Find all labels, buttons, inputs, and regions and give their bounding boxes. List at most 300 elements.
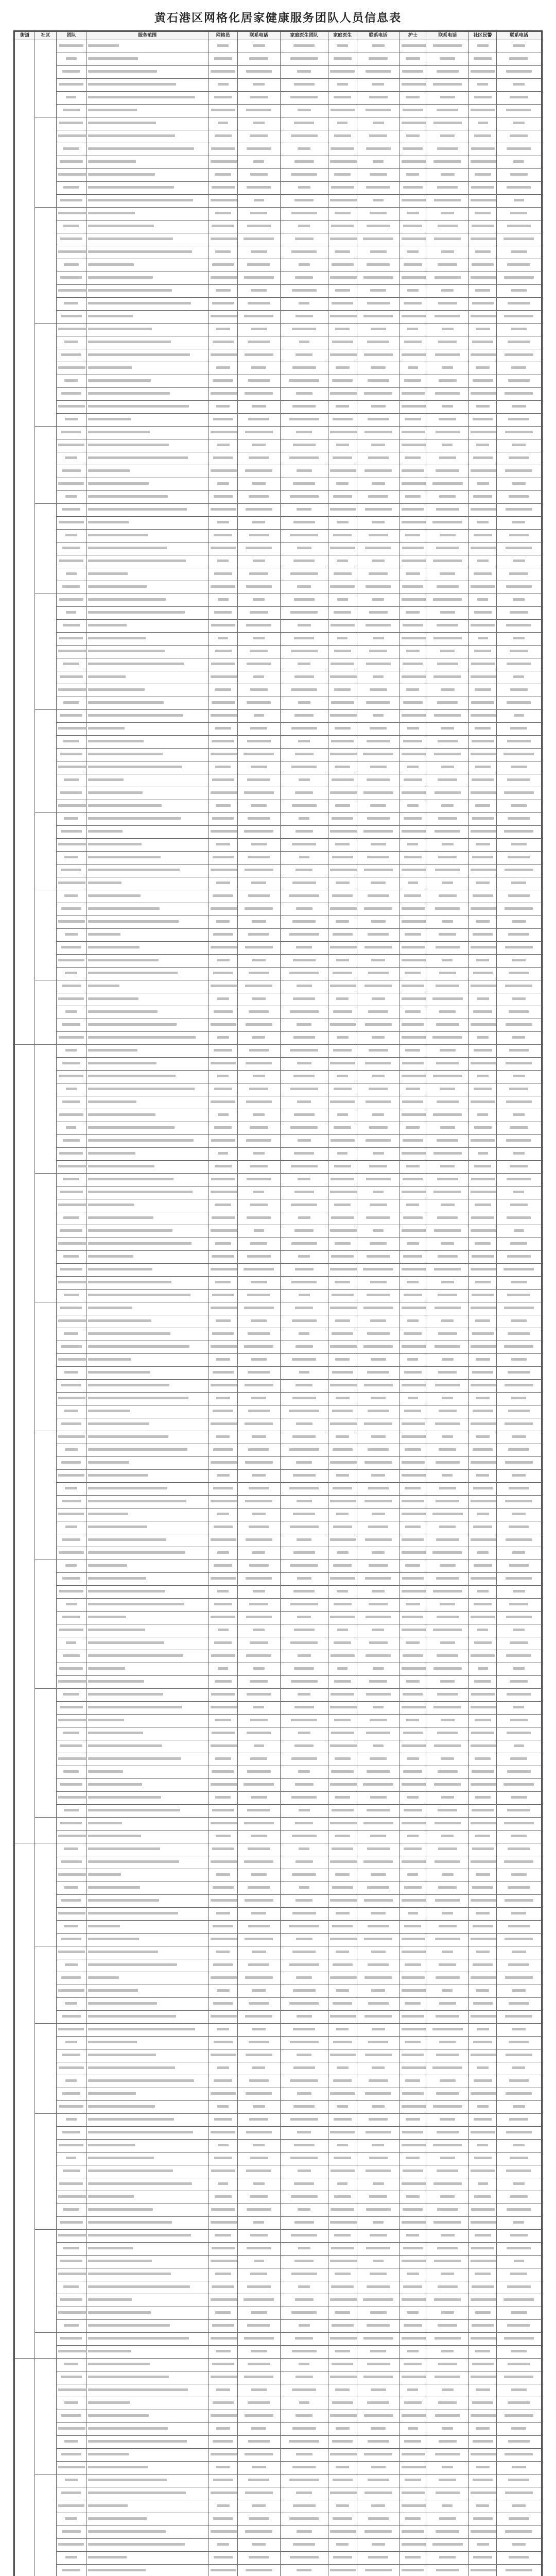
cell-org	[280, 2371, 328, 2384]
cell-leader_phone	[237, 825, 280, 838]
cell-police_phone	[496, 941, 541, 954]
cell-doctor	[328, 1650, 357, 1663]
placeholder-bar	[336, 882, 350, 884]
table-row	[15, 516, 542, 529]
placeholder-bar	[402, 1822, 426, 1824]
cell-nurse	[399, 1766, 426, 1778]
placeholder-bar	[512, 1474, 526, 1477]
table-row	[15, 2551, 542, 2564]
cell-area	[86, 1920, 208, 1933]
cell-doctor_phone	[357, 2216, 399, 2229]
placeholder-bar	[88, 637, 146, 639]
cell-nurse	[399, 1328, 426, 1341]
placeholder-bar	[212, 2285, 234, 2288]
cell-area	[86, 1817, 208, 1830]
placeholder-bar	[334, 650, 351, 652]
cell-leader	[208, 851, 237, 864]
cell-leader	[208, 1341, 237, 1353]
cell-area	[86, 568, 208, 581]
placeholder-bar	[297, 70, 311, 73]
placeholder-bar	[505, 907, 533, 910]
placeholder-bar	[440, 57, 455, 60]
cell-team	[56, 1289, 86, 1302]
placeholder-bar	[404, 1809, 422, 1811]
placeholder-bar	[508, 1925, 530, 1927]
cell-leader_phone	[237, 1920, 280, 1933]
placeholder-bar	[406, 1719, 419, 1721]
placeholder-bar	[407, 1319, 419, 1322]
table-row	[15, 503, 542, 516]
placeholder-bar	[442, 2466, 453, 2468]
placeholder-bar	[88, 869, 180, 871]
cell-police_phone	[496, 1508, 541, 1521]
cell-org	[280, 1328, 328, 1341]
placeholder-bar	[437, 109, 458, 111]
cell-leader	[208, 1882, 237, 1894]
placeholder-bar	[330, 1616, 355, 1618]
placeholder-bar	[248, 1410, 270, 1412]
table-row	[15, 490, 542, 503]
placeholder-bar	[292, 366, 316, 369]
placeholder-bar	[432, 2028, 463, 2030]
cell-team	[56, 1611, 86, 1624]
cell-leader_phone	[237, 1560, 280, 1572]
placeholder-bar	[402, 791, 426, 794]
placeholder-bar	[212, 701, 235, 704]
placeholder-bar	[246, 1577, 272, 1580]
placeholder-bar	[217, 959, 230, 961]
placeholder-bar	[511, 2427, 526, 2430]
placeholder-bar	[433, 2221, 461, 2224]
table-row	[15, 220, 542, 233]
placeholder-bar	[65, 418, 78, 420]
placeholder-bar	[299, 1886, 309, 1889]
cell-org	[280, 40, 328, 53]
cell-org	[280, 1830, 328, 1843]
placeholder-bar	[289, 972, 319, 974]
placeholder-bar	[289, 379, 319, 382]
placeholder-bar	[217, 521, 229, 523]
placeholder-bar	[472, 263, 494, 266]
cell-police_phone	[496, 2204, 541, 2216]
placeholder-bar	[88, 134, 175, 137]
placeholder-bar	[330, 70, 355, 73]
cell-police	[469, 2100, 497, 2113]
placeholder-bar	[58, 997, 84, 1000]
placeholder-bar	[293, 482, 315, 485]
cell-nurse	[399, 1495, 426, 1508]
cell-police	[469, 877, 497, 890]
cell-leader	[208, 2332, 237, 2345]
placeholder-bar	[471, 2131, 495, 2133]
cell-street	[15, 2358, 35, 2576]
cell-police	[469, 1379, 497, 1392]
cell-area	[86, 709, 208, 722]
placeholder-bar	[372, 1590, 385, 1592]
cell-org	[280, 1276, 328, 1289]
placeholder-bar	[244, 1783, 274, 1786]
cell-org	[280, 1572, 328, 1585]
placeholder-bar	[442, 1474, 453, 1477]
cell-doctor_phone	[357, 1289, 399, 1302]
cell-nurse_phone	[426, 1560, 469, 1572]
placeholder-bar	[217, 2504, 230, 2507]
cell-police_phone	[496, 774, 541, 787]
cell-nurse_phone	[426, 1070, 469, 1083]
placeholder-bar	[245, 907, 273, 910]
cell-area	[86, 1714, 208, 1727]
cell-police_phone	[496, 1147, 541, 1160]
cell-leader	[208, 1946, 237, 1959]
placeholder-bar	[365, 1538, 392, 1541]
cell-org	[280, 53, 328, 65]
cell-leader	[208, 529, 237, 542]
cell-nurse_phone	[426, 220, 469, 233]
placeholder-bar	[471, 663, 495, 665]
placeholder-bar	[88, 1938, 139, 1940]
cell-leader_phone	[237, 2036, 280, 2049]
cell-nurse_phone	[426, 619, 469, 632]
cell-leader_phone	[237, 1985, 280, 1997]
cell-leader	[208, 65, 237, 78]
placeholder-bar	[214, 572, 232, 575]
cell-leader_phone	[237, 207, 280, 220]
table-row	[15, 1972, 542, 1985]
cell-org	[280, 709, 328, 722]
placeholder-bar	[368, 379, 389, 382]
cell-nurse	[399, 1469, 426, 1482]
placeholder-bar	[476, 1474, 489, 1477]
cell-org	[280, 2461, 328, 2474]
placeholder-bar	[214, 1526, 233, 1528]
cell-org	[280, 1495, 328, 1508]
cell-police_phone	[496, 284, 541, 297]
cell-area	[86, 1894, 208, 1907]
cell-police_phone	[496, 452, 541, 465]
placeholder-bar	[336, 1989, 349, 1992]
cell-leader_phone	[237, 2010, 280, 2023]
placeholder-bar	[330, 2092, 355, 2095]
cell-doctor	[328, 1418, 357, 1431]
cell-area	[86, 1637, 208, 1650]
placeholder-bar	[473, 2041, 492, 2043]
cell-police	[469, 967, 497, 980]
cell-team	[56, 1572, 86, 1585]
placeholder-bar	[217, 1474, 230, 1477]
table-row	[15, 2294, 542, 2307]
cell-team	[56, 2049, 86, 2062]
table-row	[15, 1663, 542, 1675]
placeholder-bar	[211, 2015, 237, 2018]
cell-police_phone	[496, 2152, 541, 2165]
cell-leader_phone	[237, 362, 280, 375]
placeholder-bar	[88, 2504, 128, 2507]
placeholder-bar	[371, 1435, 386, 1438]
placeholder-bar	[471, 753, 496, 755]
cell-nurse_phone	[426, 825, 469, 838]
cell-area	[86, 954, 208, 967]
cell-team	[56, 2384, 86, 2397]
cell-leader_phone	[237, 284, 280, 297]
cell-org	[280, 697, 328, 709]
placeholder-bar	[248, 418, 269, 420]
placeholder-bar	[218, 83, 229, 86]
placeholder-bar	[439, 1448, 456, 1451]
cell-area	[86, 735, 208, 748]
cell-police_phone	[496, 375, 541, 387]
cell-nurse_phone	[426, 1727, 469, 1740]
placeholder-bar	[435, 1860, 460, 1863]
placeholder-bar	[297, 508, 311, 511]
cell-leader	[208, 1985, 237, 1997]
cell-police_phone	[496, 1624, 541, 1637]
placeholder-bar	[218, 2144, 229, 2146]
placeholder-bar	[88, 1989, 138, 1992]
cell-nurse	[399, 1186, 426, 1199]
placeholder-bar	[247, 263, 270, 266]
placeholder-bar	[213, 2002, 233, 2005]
placeholder-bar	[66, 572, 77, 575]
cell-doctor	[328, 323, 357, 336]
cell-team	[56, 233, 86, 246]
cell-doctor	[328, 452, 357, 465]
placeholder-bar	[509, 456, 529, 459]
placeholder-bar	[471, 1706, 496, 1708]
placeholder-bar	[65, 1448, 78, 1451]
placeholder-bar	[335, 1796, 350, 1799]
placeholder-bar	[330, 392, 357, 395]
cell-nurse	[399, 2113, 426, 2126]
placeholder-bar	[474, 611, 492, 614]
cell-team	[56, 1843, 86, 1856]
placeholder-bar	[364, 2015, 392, 2018]
placeholder-bar	[440, 2195, 455, 2198]
cell-area	[86, 928, 208, 941]
cell-nurse_phone	[426, 2435, 469, 2448]
cell-org	[280, 1753, 328, 1766]
cell-doctor	[328, 1057, 357, 1070]
placeholder-bar	[297, 2530, 312, 2533]
cell-community	[35, 117, 56, 207]
cell-leader	[208, 1122, 237, 1134]
cell-org	[280, 259, 328, 272]
cell-leader_phone	[237, 2216, 280, 2229]
cell-leader_phone	[237, 2113, 280, 2126]
cell-police	[469, 735, 497, 748]
cell-police_phone	[496, 1418, 541, 1431]
cell-police	[469, 1997, 497, 2010]
table-row	[15, 697, 542, 709]
placeholder-bar	[334, 572, 352, 575]
cell-doctor	[328, 1353, 357, 1366]
cell-team	[56, 1444, 86, 1456]
placeholder-bar	[471, 2337, 496, 2340]
placeholder-bar	[475, 727, 491, 730]
placeholder-bar	[508, 1448, 529, 1451]
cell-doctor_phone	[357, 748, 399, 761]
cell-leader	[208, 2551, 237, 2564]
cell-police_phone	[496, 2268, 541, 2281]
cell-police	[469, 2332, 497, 2345]
placeholder-bar	[293, 997, 315, 1000]
cell-doctor	[328, 2513, 357, 2526]
placeholder-bar	[369, 611, 388, 614]
cell-nurse_phone	[426, 336, 469, 349]
cell-leader	[208, 632, 237, 645]
table-row	[15, 1791, 542, 1804]
placeholder-bar	[88, 379, 151, 382]
cell-police_phone	[496, 336, 541, 349]
cell-org	[280, 1534, 328, 1547]
placeholder-bar	[331, 1139, 355, 1142]
cell-police_phone	[496, 1444, 541, 1456]
placeholder-bar	[211, 147, 235, 150]
placeholder-bar	[435, 907, 460, 910]
cell-area	[86, 1263, 208, 1276]
placeholder-bar	[65, 1049, 77, 1052]
cell-doctor	[328, 478, 357, 490]
cell-doctor	[328, 1675, 357, 1688]
placeholder-bar	[61, 1461, 81, 1464]
placeholder-bar	[294, 598, 315, 601]
cell-nurse_phone	[426, 1572, 469, 1585]
placeholder-bar	[371, 2466, 386, 2468]
placeholder-bar	[402, 830, 426, 833]
cell-nurse_phone	[426, 156, 469, 168]
placeholder-bar	[331, 2285, 354, 2288]
cell-nurse_phone	[426, 194, 469, 207]
placeholder-bar	[211, 1976, 237, 1979]
cell-org	[280, 1920, 328, 1933]
cell-leader	[208, 2152, 237, 2165]
placeholder-bar	[250, 2234, 268, 2236]
placeholder-bar	[471, 2170, 495, 2172]
cell-org	[280, 890, 328, 903]
cell-doctor	[328, 774, 357, 787]
cell-police	[469, 697, 497, 709]
cell-police	[469, 1985, 497, 1997]
placeholder-bar	[63, 624, 80, 626]
cell-leader	[208, 78, 237, 91]
placeholder-bar	[441, 289, 454, 292]
cell-team	[56, 645, 86, 658]
placeholder-bar	[442, 328, 454, 330]
cell-police_phone	[496, 1766, 541, 1778]
placeholder-bar	[334, 1719, 351, 1721]
cell-doctor_phone	[357, 1302, 399, 1315]
placeholder-bar	[65, 1526, 77, 1528]
placeholder-bar	[88, 1281, 171, 1283]
cell-doctor_phone	[357, 1044, 399, 1057]
placeholder-bar	[505, 1899, 533, 1902]
placeholder-bar	[368, 1010, 388, 1013]
cell-doctor	[328, 1031, 357, 1044]
placeholder-bar	[299, 778, 310, 781]
placeholder-bar	[407, 766, 419, 768]
cell-police_phone	[496, 1405, 541, 1418]
placeholder-bar	[336, 1951, 349, 1953]
placeholder-bar	[503, 238, 534, 240]
cell-doctor_phone	[357, 117, 399, 130]
cell-doctor	[328, 1147, 357, 1160]
placeholder-bar	[61, 392, 81, 395]
cell-police	[469, 1250, 497, 1263]
cell-nurse_phone	[426, 2461, 469, 2474]
placeholder-bar	[404, 379, 421, 382]
placeholder-bar	[289, 894, 319, 897]
cell-doctor_phone	[357, 1920, 399, 1933]
cell-team	[56, 1933, 86, 1946]
cell-police_phone	[496, 2422, 541, 2435]
cell-nurse	[399, 1727, 426, 1740]
cell-doctor_phone	[357, 774, 399, 787]
placeholder-bar	[476, 882, 490, 884]
cell-leader_phone	[237, 297, 280, 310]
placeholder-bar	[402, 1899, 426, 1902]
placeholder-bar	[471, 869, 496, 871]
cell-nurse_phone	[426, 645, 469, 658]
cell-community	[35, 2023, 56, 2113]
cell-police_phone	[496, 1804, 541, 1817]
cell-police	[469, 1959, 497, 1972]
placeholder-bar	[363, 1822, 393, 1824]
placeholder-bar	[214, 2079, 232, 2082]
cell-org	[280, 2526, 328, 2538]
cell-team	[56, 323, 86, 336]
cell-leader_phone	[237, 78, 280, 91]
placeholder-bar	[248, 1371, 270, 1374]
cell-police_phone	[496, 1534, 541, 1547]
placeholder-bar	[296, 946, 312, 948]
placeholder-bar	[475, 1281, 491, 1283]
cell-leader_phone	[237, 2126, 280, 2139]
cell-police	[469, 1804, 497, 1817]
placeholder-bar	[88, 1873, 121, 1876]
cell-nurse	[399, 490, 426, 503]
cell-area	[86, 1238, 208, 1250]
cell-leader_phone	[237, 632, 280, 645]
cell-doctor	[328, 2526, 357, 2538]
placeholder-bar	[88, 2350, 131, 2352]
placeholder-bar	[330, 2453, 357, 2455]
cell-nurse	[399, 2075, 426, 2088]
column-header-nurse_phone: 联系电话	[426, 32, 469, 40]
cell-doctor	[328, 1341, 357, 1353]
cell-nurse_phone	[426, 774, 469, 787]
placeholder-bar	[58, 134, 86, 137]
table-row	[15, 310, 542, 323]
placeholder-bar	[403, 2208, 423, 2211]
cell-org	[280, 1663, 328, 1675]
cell-doctor	[328, 1495, 357, 1508]
placeholder-bar	[211, 547, 236, 549]
placeholder-bar	[439, 894, 457, 897]
placeholder-bar	[217, 2028, 229, 2030]
cell-doctor	[328, 284, 357, 297]
placeholder-bar	[406, 2234, 419, 2236]
cell-police	[469, 993, 497, 1006]
cell-nurse_phone	[426, 1907, 469, 1920]
placeholder-bar	[250, 688, 268, 691]
cell-leader_phone	[237, 722, 280, 735]
table-row	[15, 1740, 542, 1753]
cell-community	[35, 1302, 56, 1431]
cell-area	[86, 387, 208, 400]
cell-nurse	[399, 1534, 426, 1547]
cell-doctor	[328, 825, 357, 838]
placeholder-bar	[363, 2376, 393, 2378]
placeholder-bar	[214, 1126, 232, 1129]
